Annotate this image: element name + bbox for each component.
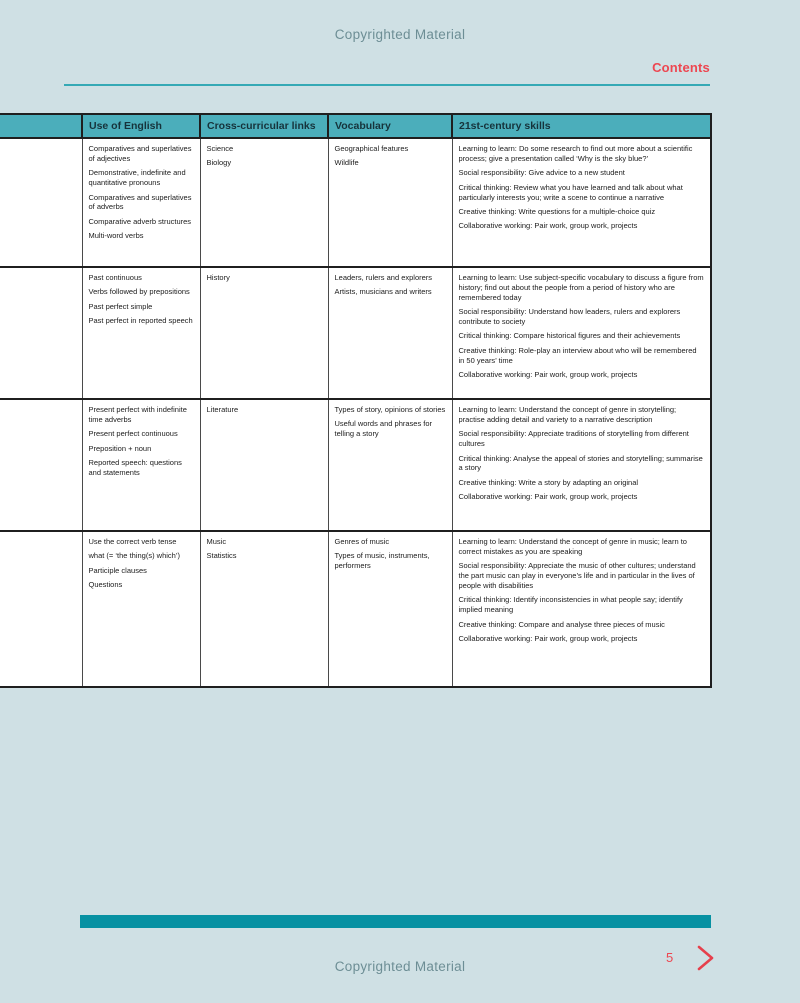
vocabulary-cell (328, 399, 452, 531)
cross-curricular-cell (200, 399, 328, 531)
cell-text: Reported speech: questions and statements (88, 458, 182, 477)
cell-text: History (206, 273, 230, 282)
use-of-english-cell (82, 138, 200, 267)
skills-cell (452, 267, 711, 399)
cell-text: Comparatives and superlatives of adverbs (88, 192, 192, 212)
cell-text: Collaborative working: Pair work, group work, projects (458, 634, 638, 644)
unit-cell (0, 267, 82, 399)
cell-text: Genres of music (334, 537, 390, 546)
cell-text: Creative thinking: Write questions for a multiple-choice quiz (458, 206, 656, 216)
cell-text: Past perfect in reported speech (88, 316, 193, 326)
cell-text: Useful words and phrases for telling a story (334, 419, 433, 439)
table-row (0, 531, 711, 687)
cell-text: Preposition + noun (88, 443, 152, 453)
table-row (0, 138, 711, 267)
cell-text: Types of story, opinions of stories (334, 405, 446, 414)
cell-text: Social responsibility: Give advice to a new student (458, 168, 625, 178)
cell-text: Critical thinking: Compare historical figures and their achievements (458, 331, 681, 341)
cell-text: Use the correct verb tense (88, 537, 177, 546)
cross-curricular-cell (200, 531, 328, 687)
cell-text: Types of music, instruments, performers (334, 551, 430, 571)
use-of-english-cell (82, 267, 200, 399)
cell-text: Science (206, 144, 234, 153)
page-number: 5 (666, 950, 674, 965)
table-header-row (0, 114, 711, 138)
cell-text: Past perfect simple (88, 301, 153, 311)
skills-cell (452, 138, 711, 267)
cell-text: Creative thinking: Write a story by adapting an original (458, 477, 639, 487)
cell-text: Creative thinking: Compare and analyse three pieces of music (458, 619, 665, 629)
watermark-top: Copyrighted Material (334, 27, 466, 42)
cell-text: Collaborative working: Pair work, group work, projects (458, 370, 638, 380)
cell-text: Artists, musicians and writers (334, 287, 432, 297)
cell-text: Statistics (206, 551, 237, 561)
cell-text: Learning to learn: Understand the concept of genre in music; learn to correct mistakes as you are speaking (458, 537, 687, 556)
cross-curricular-cell (200, 138, 328, 267)
cell-text: Social responsibility: Appreciate traditions of storytelling from different cultures (458, 429, 689, 449)
footer-bar (80, 915, 711, 928)
cell-text: Critical thinking: Review what you have learned and talk about what particularly interests you; write a scene to continue a narrative (458, 182, 683, 202)
cell-text: Comparative adverb structures (88, 216, 192, 226)
unit-cell (0, 531, 82, 687)
cell-text: Comparatives and superlatives of adjectives (88, 144, 192, 163)
cell-text: Learning to learn: Understand the concept of genre in storytelling; practise adding detail and variety to a narrative description (458, 405, 677, 424)
cross-curricular-cell (200, 267, 328, 399)
table-row (0, 267, 711, 399)
cell-text: Demonstrative, indefinite and quantitative pronouns (88, 168, 186, 188)
cell-text: Wildlife (334, 158, 359, 168)
unit-cell (0, 399, 82, 531)
cell-text: Collaborative working: Pair work, group work, projects (458, 492, 638, 502)
skills-cell (452, 399, 711, 531)
use-of-english-cell (82, 399, 200, 531)
cell-text: Music (206, 537, 227, 546)
syllabus-table (0, 113, 712, 688)
vocabulary-cell (328, 138, 452, 267)
header-rule (64, 84, 710, 86)
skills-cell (452, 531, 711, 687)
cell-text: Questions (88, 580, 123, 590)
header-21st-century-skills: 21st-century skills (452, 114, 711, 138)
cell-text: Present perfect with indefinite time adverbs (88, 405, 187, 424)
contents-heading: Contents (652, 60, 710, 75)
cell-text: Creative thinking: Role-play an interview about who will be remembered in 50 years’ time (458, 345, 697, 365)
cell-text: Past continuous (88, 273, 142, 282)
cell-text: what (= ‘the thing(s) which’) (88, 551, 180, 561)
cell-text: Multi-word verbs (88, 231, 144, 241)
cell-text: Critical thinking: Analyse the appeal of stories and storytelling; summarise a story (458, 453, 703, 473)
cell-text: Social responsibility: Understand how leaders, rulers and explorers contribute to society (458, 307, 681, 327)
header-cross-curricular-links: Cross-curricular links (200, 114, 328, 138)
cell-text: Social responsibility: Appreciate the music of other cultures; understand the part music can play in everyone’s life and in particular in the lives of people with disabilities (458, 561, 696, 591)
header-use-of-english: Use of English (82, 114, 200, 138)
cell-text: Biology (206, 158, 232, 168)
cell-text: Present perfect continuous (88, 429, 178, 439)
cell-text: Collaborative working: Pair work, group work, projects (458, 221, 638, 231)
unit-cell (0, 138, 82, 267)
cell-text: Participle clauses (88, 565, 147, 575)
table-row (0, 399, 711, 531)
header-vocabulary: Vocabulary (328, 114, 452, 138)
cell-text: Verbs followed by prepositions (88, 287, 190, 297)
vocabulary-cell (328, 531, 452, 687)
use-of-english-cell (82, 531, 200, 687)
header-unit (0, 114, 82, 138)
cell-text: Geographical features (334, 144, 409, 153)
watermark-bottom: Copyrighted Material (334, 959, 466, 974)
cell-text: Learning to learn: Do some research to find out more about a scientific process; give a presentation called ‘Why is the sky blue?’ (458, 144, 693, 163)
chevron-right-icon[interactable] (694, 943, 718, 973)
cell-text: Learning to learn: Use subject-specific vocabulary to discuss a figure from history; find out about the people from a period of history who are remembered today (458, 273, 704, 302)
cell-text: Literature (206, 405, 239, 414)
vocabulary-cell (328, 267, 452, 399)
cell-text: Leaders, rulers and explorers (334, 273, 433, 282)
cell-text: Critical thinking: Identify inconsistencies in what people say; identify implied meaning (458, 595, 683, 615)
